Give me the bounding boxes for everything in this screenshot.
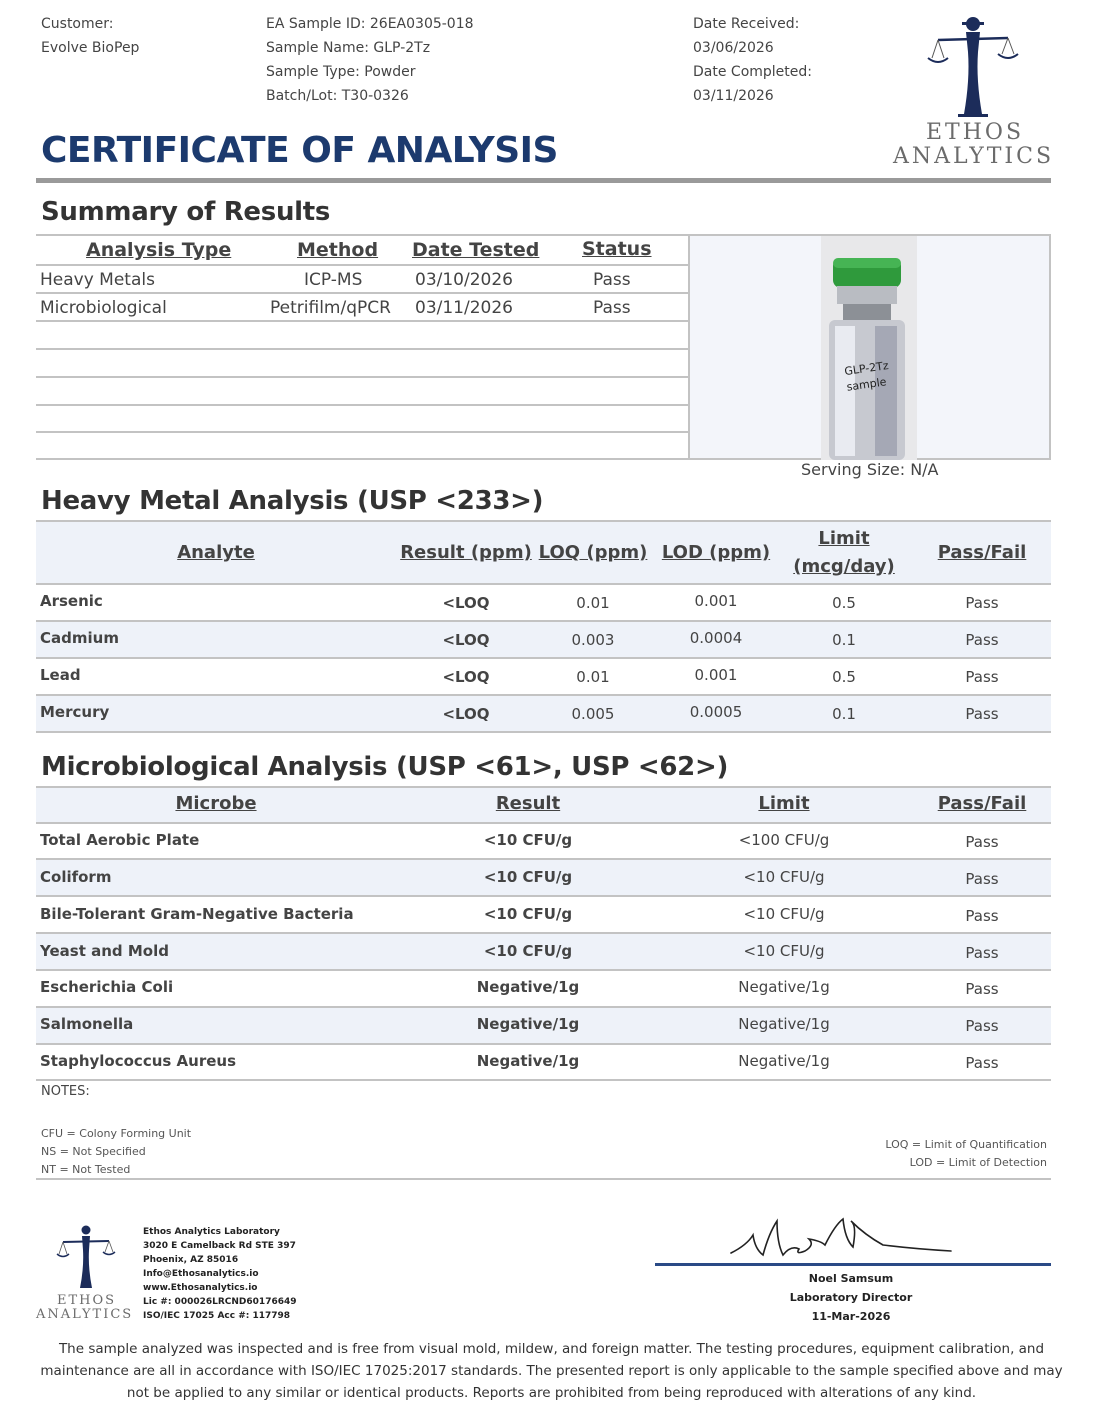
hm-rule [36,657,1051,659]
date-completed-value: 03/11/2026 [693,88,774,104]
note-cfu: CFU = Colony Forming Unit [41,1127,192,1140]
micro-row-4-microbe: Yeast and Mold [40,942,169,960]
signature-line [655,1263,1051,1266]
hm-row-4-loq: 0.005 [571,705,615,723]
micro-row-5-pass-fail: Pass [965,980,999,998]
hm-row-2-loq: 0.003 [571,631,615,649]
micro-row-5-result: Negative/1g [476,978,580,996]
summary-bottom-rule [36,458,688,460]
micro-header-result: Result [495,793,561,814]
micro-row-6-limit: Negative/1g [738,1015,830,1033]
hm-header-lod: LOD (ppm) [661,542,771,563]
hm-row-4-result: <LOQ [442,705,490,723]
hm-header-limit: Limit [818,528,870,549]
notes-label: NOTES: [41,1084,90,1099]
hm-row-4-lod: 0.0005 [689,703,743,721]
hm-row-3-pass-fail: Pass [965,668,999,686]
summary-row-rule [36,264,688,266]
hm-row-1-analyte: Arsenic [40,592,103,610]
hm-row-1-limit: 0.5 [832,594,856,612]
lab-iso: ISO/IEC 17025 Acc #: 117798 [143,1311,291,1321]
summary-row-1-type: Heavy Metals [40,270,155,290]
signatory [655,1269,1047,1326]
hm-row-2-pass-fail: Pass [965,631,999,649]
hm-row-4-limit: 0.1 [832,705,856,723]
micro-header-limit: Limit [758,793,810,814]
signatory-date: 11-Mar-2026 [811,1310,891,1323]
summary-row-1-status: Pass [593,270,631,290]
micro-row-1-result: <10 CFU/g [483,831,573,849]
customer-label: Customer: [41,16,114,32]
date-received-value: 03/06/2026 [693,40,774,56]
summary-row-1-method: ICP-MS [304,270,363,290]
micro-row-7-microbe: Staphylococcus Aureus [40,1052,237,1070]
summary-row-rule [36,348,688,350]
sample-type: Sample Type: Powder [266,64,416,80]
micro-row-4-pass-fail: Pass [965,944,999,962]
footer-logo [55,1222,117,1292]
micro-rule [36,969,1051,971]
note-lod: LOD = Limit of Detection [909,1156,1047,1169]
sample-id: EA Sample ID: 26EA0305-018 [266,16,474,32]
customer-value: Evolve BioPep [41,40,140,56]
micro-row-3-limit: <10 CFU/g [743,905,825,923]
micro-rule [36,895,1051,897]
micro-row-7-pass-fail: Pass [965,1054,999,1072]
signatory-name: Noel Samsum [808,1272,894,1285]
hm-row-3-lod: 0.001 [694,666,738,684]
micro-header-pass-fail: Pass/Fail [937,793,1027,814]
hm-row-4-analyte: Mercury [40,703,110,721]
summary-row-2-method: Petrifilm/qPCR [270,298,391,318]
summary-header-status: Status [582,238,652,260]
footer-logo-analytics: ANALYTICS [36,1307,134,1322]
hm-row-3-limit: 0.5 [832,668,856,686]
lab-license: Lic #: 000026LRCND60176649 [143,1297,297,1307]
summary-header-method: Method [297,239,379,261]
hm-header-analyte: Analyte [177,542,255,563]
lab-email: Info@Ethosanalytics.io [143,1269,259,1279]
micro-row-2-limit: <10 CFU/g [743,868,825,886]
hm-row-2-result: <LOQ [442,631,490,649]
note-ns: NS = Not Specified [41,1145,146,1158]
hm-row-1-lod: 0.001 [694,592,738,610]
micro-bottom-rule [36,1079,1051,1081]
hm-row-4-pass-fail: Pass [965,705,999,723]
signatory-title: Laboratory Director [789,1291,913,1304]
note-loq: LOQ = Limit of Quantification [885,1138,1047,1151]
signature [725,1205,965,1267]
hm-header-result: Result (ppm) [400,542,532,563]
micro-row-3-microbe: Bile-Tolerant Gram-Negative Bacteria [40,905,354,923]
micro-row-6-pass-fail: Pass [965,1017,999,1035]
hm-header-limit-unit: (mcg/day) [793,556,895,577]
disclaimer [0,1338,1103,1404]
logo-text-analytics: ANALYTICS [893,144,1055,169]
micro-row-1-microbe: Total Aerobic Plate [40,831,200,849]
lady-justice-icon [55,1222,117,1292]
micro-row-3-result: <10 CFU/g [483,905,573,923]
page-title: CERTIFICATE OF ANALYSIS [41,130,558,171]
vial-image [821,236,921,460]
hm-row-1-pass-fail: Pass [965,594,999,612]
micro-row-7-result: Negative/1g [476,1052,580,1070]
summary-row-rule [36,404,688,406]
date-completed-label: Date Completed: [693,64,812,80]
lab-web: www.Ethosanalytics.io [143,1283,258,1293]
hm-row-3-result: <LOQ [442,668,490,686]
summary-header-analysis-type: Analysis Type [86,239,232,261]
notes-left [41,1125,191,1179]
summary-row-rule [36,292,688,294]
serving-size: Serving Size: N/A [801,460,939,479]
lab-info [143,1225,297,1323]
summary-header-date-tested: Date Tested [412,239,540,261]
micro-row-4-limit: <10 CFU/g [743,942,825,960]
notes-bottom-rule [36,1178,1051,1180]
micro-row-2-microbe: Coliform [40,868,112,886]
disclaimer-line-3: not be applied to any similar or identical products. Reports are prohibited from being reproduced with alterations of any kind. [126,1385,977,1401]
note-nt: NT = Not Tested [41,1163,131,1176]
summary-row-2-status: Pass [593,298,631,318]
sample-name: Sample Name: GLP-2Tz [266,40,431,56]
micro-row-6-microbe: Salmonella [40,1015,134,1033]
micro-row-5-microbe: Escherichia Coli [40,978,174,996]
hm-row-1-loq: 0.01 [576,594,610,612]
hm-row-1-result: <LOQ [442,594,490,612]
hm-row-2-limit: 0.1 [832,631,856,649]
hm-bottom-rule [36,731,1051,733]
disclaimer-line-1: The sample analyzed was inspected and is free from visual mold, mildew, and foreign matter. The testing procedures, equipment calibration, and [58,1341,1045,1357]
sample-photo-frame [688,234,1051,460]
footer-logo-ethos: ETHOS [57,1293,117,1308]
lady-justice-icon [918,10,1028,120]
lab-name: Ethos Analytics Laboratory [143,1227,280,1237]
date-received-label: Date Received: [693,16,800,32]
hm-header-pass-fail: Pass/Fail [937,542,1027,563]
summary-row-rule [36,431,688,433]
summary-row-2-date: 03/11/2026 [415,298,513,318]
lab-address-1: 3020 E Camelback Rd STE 397 [143,1241,296,1251]
summary-row-rule [36,320,688,322]
summary-row-rule [36,376,688,378]
micro-row-4-result: <10 CFU/g [483,942,573,960]
micro-row-1-pass-fail: Pass [965,833,999,851]
vial-label-line2: sample [845,375,888,394]
handwritten-signature [725,1205,965,1267]
micro-title: Microbiological Analysis (USP <61>, USP <62>) [41,752,729,782]
vial-label-line1: GLP-2Tz [843,358,890,379]
title-rule [36,178,1051,183]
batch-lot: Batch/Lot: T30-0326 [266,88,409,104]
summary-title: Summary of Results [41,197,331,227]
hm-row-2-lod: 0.0004 [689,629,743,647]
hm-row-3-loq: 0.01 [576,668,610,686]
ethos-logo [918,10,1028,120]
micro-row-7-limit: Negative/1g [738,1052,830,1070]
micro-row-3-pass-fail: Pass [965,907,999,925]
micro-row-1-limit: <100 CFU/g [738,831,830,849]
heavy-metals-title: Heavy Metal Analysis (USP <233>) [41,486,544,516]
summary-row-2-type: Microbiological [40,298,167,318]
summary-row-1-date: 03/10/2026 [415,270,513,290]
hm-rule [36,583,1051,585]
logo-text-ethos: ETHOS [926,120,1025,145]
disclaimer-line-2: maintenance are all in accordance with ISO/IEC 17025:2017 standards. The presented report is only applicable to the sample specified above and may [40,1363,1063,1379]
micro-rule [36,822,1051,824]
micro-row-2-result: <10 CFU/g [483,868,573,886]
micro-row-5-limit: Negative/1g [738,978,830,996]
lab-address-2: Phoenix, AZ 85016 [143,1255,239,1265]
hm-header-loq: LOQ (ppm) [538,542,648,563]
micro-header-microbe: Microbe [175,793,257,814]
hm-row-2-analyte: Cadmium [40,629,119,647]
micro-row-2-pass-fail: Pass [965,870,999,888]
hm-row-3-analyte: Lead [40,666,81,684]
micro-row-6-result: Negative/1g [476,1015,580,1033]
notes-right [885,1136,1047,1172]
micro-rule [36,1043,1051,1045]
